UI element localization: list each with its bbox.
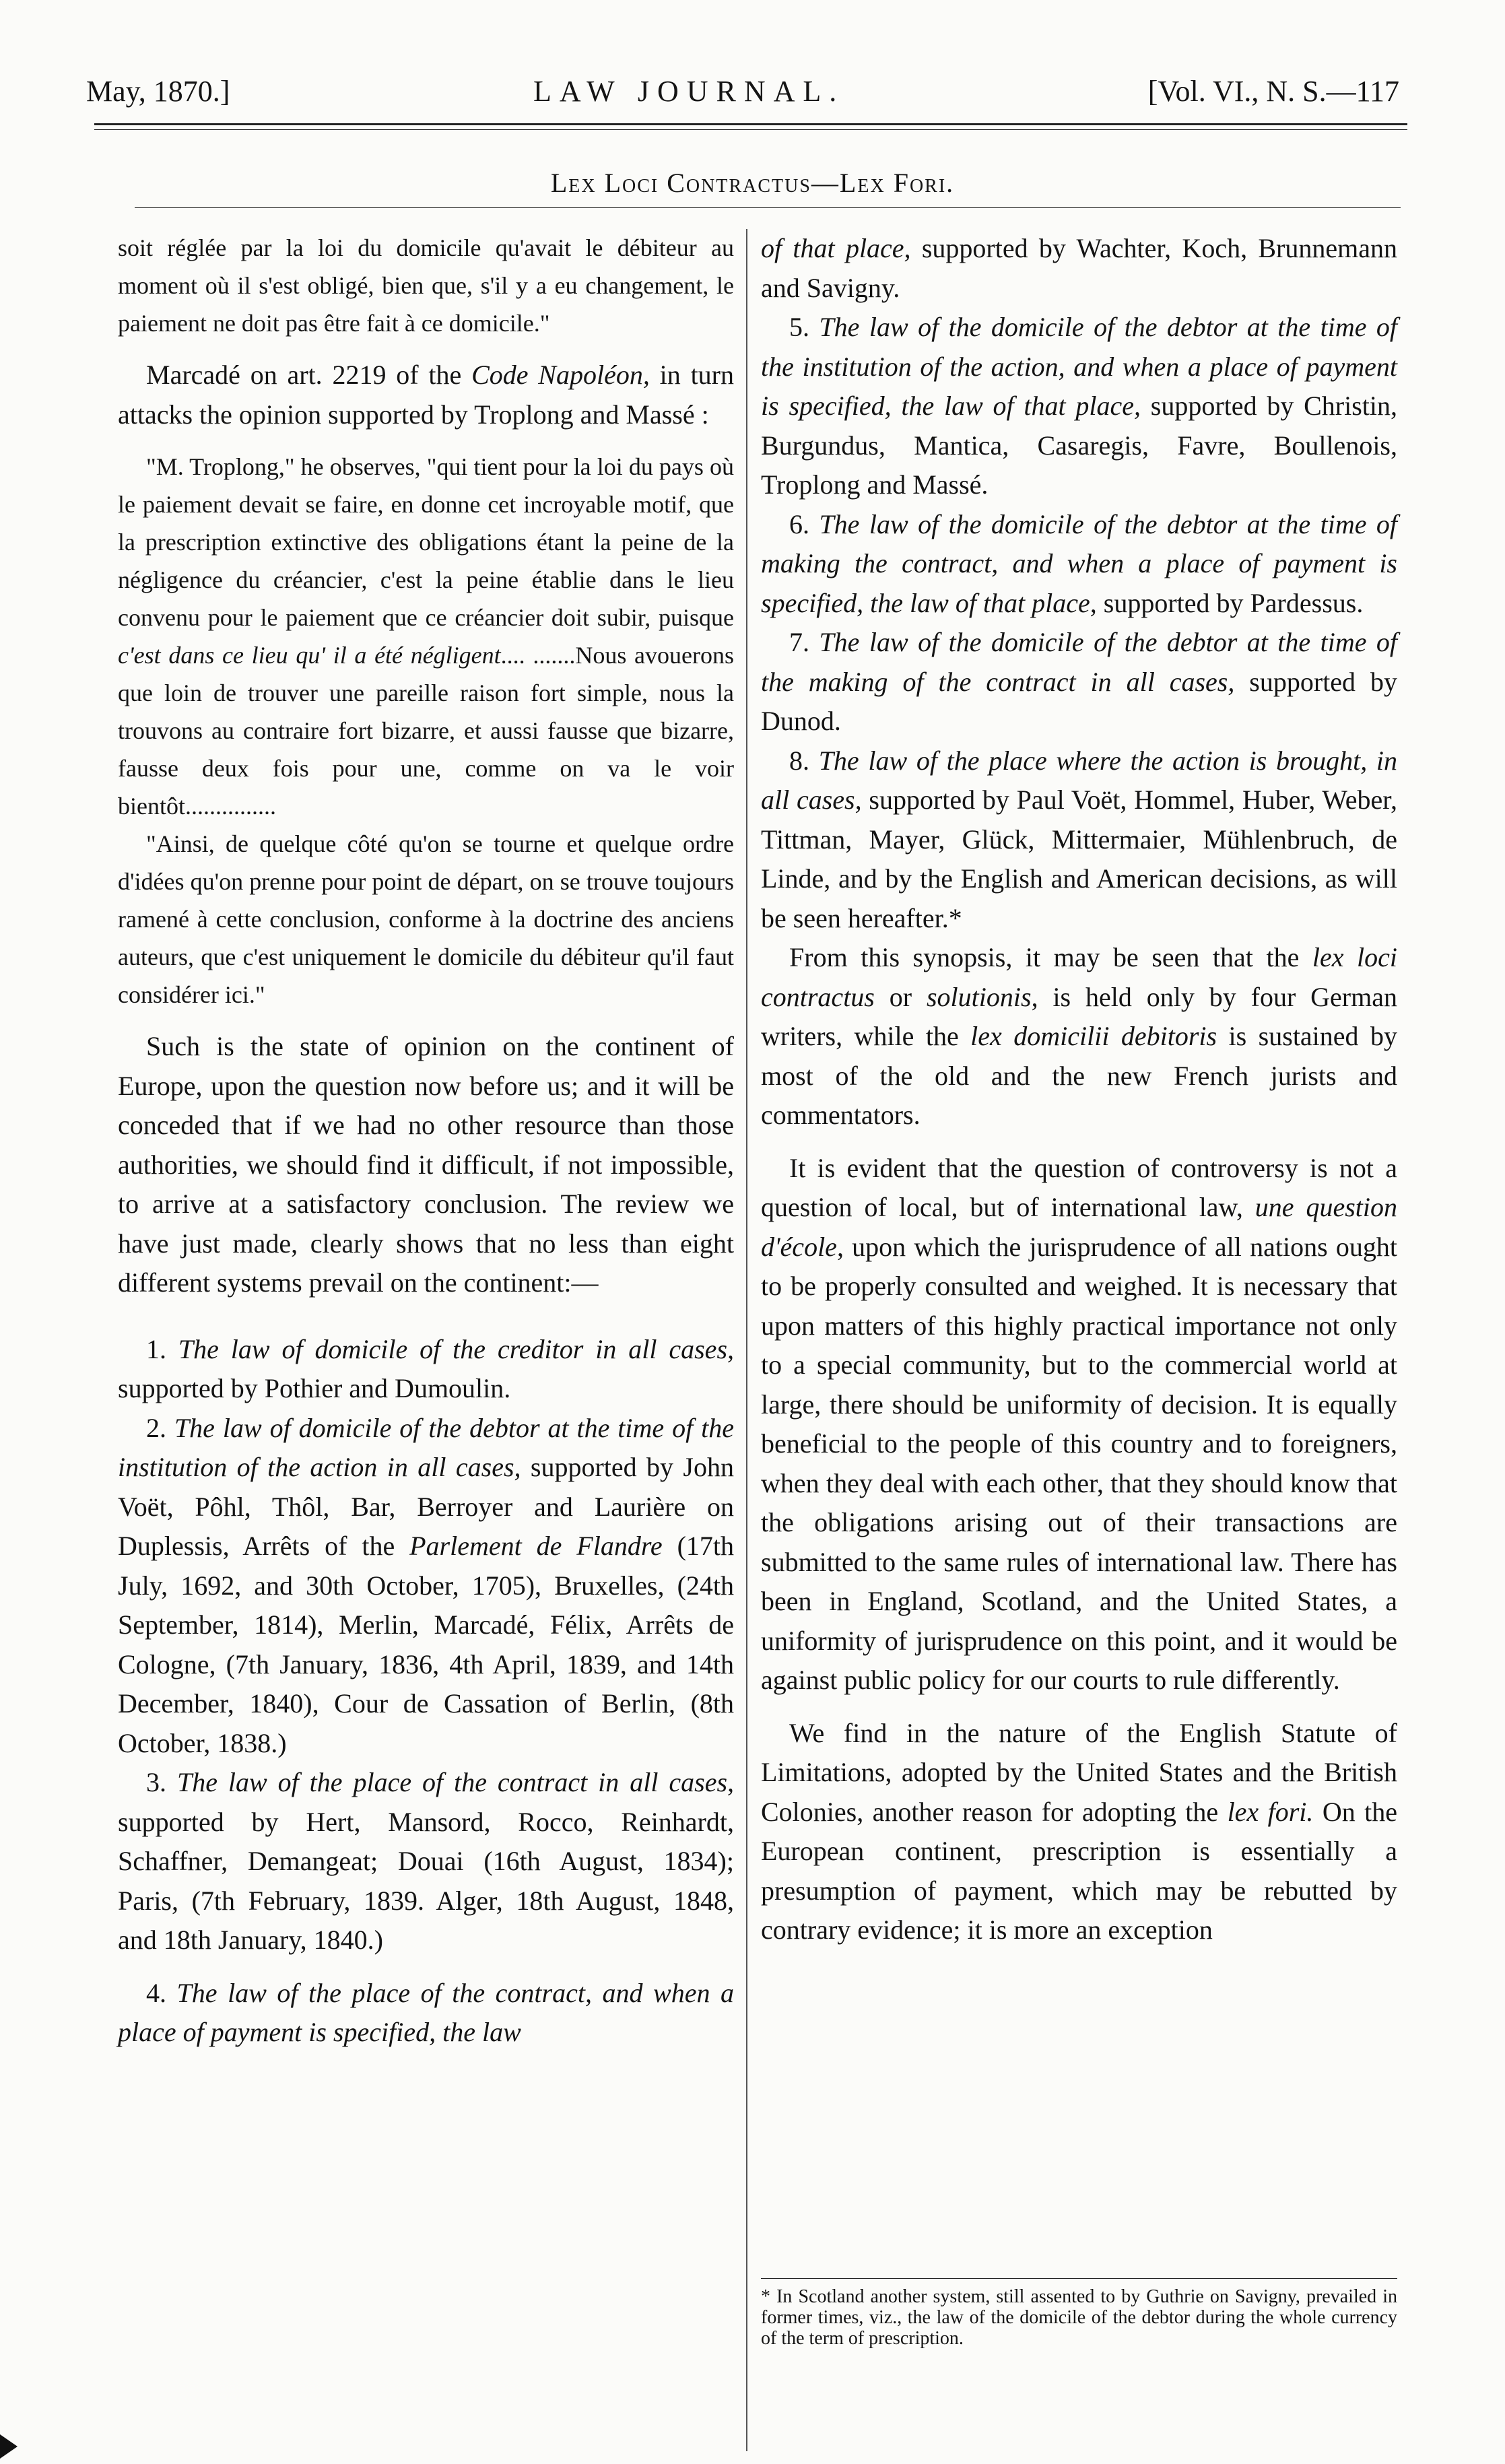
- header-rule-thick: [94, 123, 1407, 125]
- volume-page: [Vol. VI., N. S.—117: [1147, 75, 1399, 108]
- running-header: [86, 74, 1399, 108]
- system-item-3: 3. The law of the place of the contract in all cases, supported by Hert, Mansord, Rocco, Reinhardt, Schaffner, Demangeat; Douai (16th August, 1834); Paris, (7th February, 1839. Alger, 18th August, 1848, and 18th January, 1840.): [118, 1767, 735, 1955]
- title-rule: [135, 207, 1401, 208]
- paragraph-state-of-opinion: Such is the state of opinion on the continent of Europe, upon the question now before us; and it will be conceded that if we had no other resource than those authorities, we should find it difficult, if not impossible, to arrive at a satisfactory conclusion. The review we have just made, clearly shows that no less than eight different systems prevail on the continent:—: [118, 1031, 734, 1298]
- journal-title: LAW JOURNAL.: [533, 75, 845, 108]
- paragraph-synopsis: From this synopsis, it may be seen that the lex loci contractus or solutionis, is held only by four German writers, while the lex domicilii debitoris is sustained by most of the old and the new French jurists and commentators.: [761, 942, 1397, 1130]
- system-item-6: 6. The law of the domicile of the debtor at the time of making the contract, and when a place of payment is specified, the law of that place, supported by Pardessus.: [761, 508, 1398, 618]
- column-divider: [746, 229, 747, 2451]
- paragraph-statute-of-limitations: We find in the nature of the English Statute of Limitations, adopted by the United States and the British Colonies, another reason for adopting the lex fori. On the European continent, prescription is essentially a presumption of payment, which may be rebutted by contrary evidence; it is more an exception: [761, 1717, 1397, 1945]
- system-item-7: 7. The law of the domicile of the debtor at the time of the making of the contract in all cases, supported by Dunod.: [761, 627, 1398, 736]
- section-title: Lex Loci Contractus—Lex Fori.: [550, 168, 955, 198]
- paragraph-international-law: It is evident that the question of controversy is not a question of local, but of international law, une question d'école, upon which the jurisprudence of all nations ought to be properly consulted and weighed. It is necessary that upon matters of this highly practical importance not only to a special community, but to the commercial world at large, there should be uniformity of decision. It is equally beneficial to the people of this country and to foreigners, when they deal with each other, that they should know that the obligations arising out of their transactions are submitted to the same rules of international law. There has been in England, Scotland, and the United States, a uniformity of jurisprudence on this point, and it would be against public policy for our courts to rule differently.: [761, 1152, 1397, 1695]
- system-item-2: 2. The law of domicile of the debtor at the time of the institution of the action in all cases, supported by John Voët, Pôhl, Thôl, Bar, Berroyer and Laurière on Duplessis, Arrêts of the Parlement de Flandre (17th July, 1692, and 30th October, 1705), Bruxelles, (24th September, 1814), Merlin, Marcadé, Félix, Arrêts de Cologne, (7th January, 1836, 4th April, 1839, and 14th December, 1840), Cour de Cassation of Berlin, (8th October, 1838.): [118, 1412, 735, 1758]
- footnote: * In Scotland another system, still assented to by Guthrie on Savigny, prevailed in former times, viz., the law of the domicile of the debtor during the whole currency of the term of prescription.: [761, 2286, 1397, 2349]
- troplong-quote: "M. Troplong," he observes, "qui tient pour la loi du pays où le paiement devait se faire, en donne cet incroyable motif, que la prescription extinctive des obligations étant la peine de la négligence du créancier, c'est la peine établie dans le lieu convenu pour le paiement que ce créancier doit subir, puisque c'est dans ce lieu qu' il a été négligent.... .......Nous avouerons que loin de trouver une pareille raison fort simple, nous la trouvons au contraire fort bizarre, et aussi fausse que bizarre, fausse deux fois pour une, comme on va le voir bientôt...............: [118, 453, 734, 820]
- header-rule-thin: [94, 129, 1407, 130]
- page-marker-arrow-icon: [0, 2434, 18, 2459]
- system-item-4: 4. The law of the place of the contract, and when a place of payment is specified, the law: [118, 1977, 735, 2047]
- ainsi-quote: "Ainsi, de quelque côté qu'on se tourne et quelque ordre d'idées qu'on prenne pour point de départ, on se trouve toujours ramené à cette conclusion, conforme à la doctrine des anciens auteurs, que c'est uniquement le domicile du débiteur qu'il faut considérer ici.": [118, 830, 734, 1008]
- system-item-5: 5. The law of the domicile of the debtor at the time of the institution of the action, and when a place of payment is specified, the law of that place, supported by Christin, Burgundus, Mantica, Casaregis, Favre, Boullenois, Troplong and Massé.: [761, 312, 1398, 500]
- left-column: [118, 229, 734, 2053]
- system-item-8: 8. The law of the place where the action is brought, in all cases, supported by Paul Voët, Hommel, Huber, Weber, Tittman, Mayer, Glück, Mittermaier, Mühlenbruch, de Linde, and by the English and American decisions, as will be seen hereafter.*: [761, 745, 1398, 933]
- system-item-1: 1. The law of domicile of the creditor in all cases, supported by Pothier and Dumoulin.: [118, 1333, 735, 1403]
- french-quote-end: soit réglée par la loi du domicile qu'avait le débiteur au moment où il s'est obligé, bien que, s'il y a eu changement, le paiement ne doit pas être fait à ce domicile.": [118, 234, 734, 337]
- right-column: [761, 229, 1397, 1950]
- footnote-rule: [761, 2278, 1397, 2279]
- issue-date: May, 1870.]: [86, 75, 230, 108]
- system-item-4-continued: of that place, supported by Wachter, Koch, Brunnemann and Savigny.: [761, 233, 1397, 303]
- paragraph-marcade: Marcadé on art. 2219 of the Code Napoléon, in turn attacks the opinion supported by Troplong and Massé :: [118, 360, 735, 430]
